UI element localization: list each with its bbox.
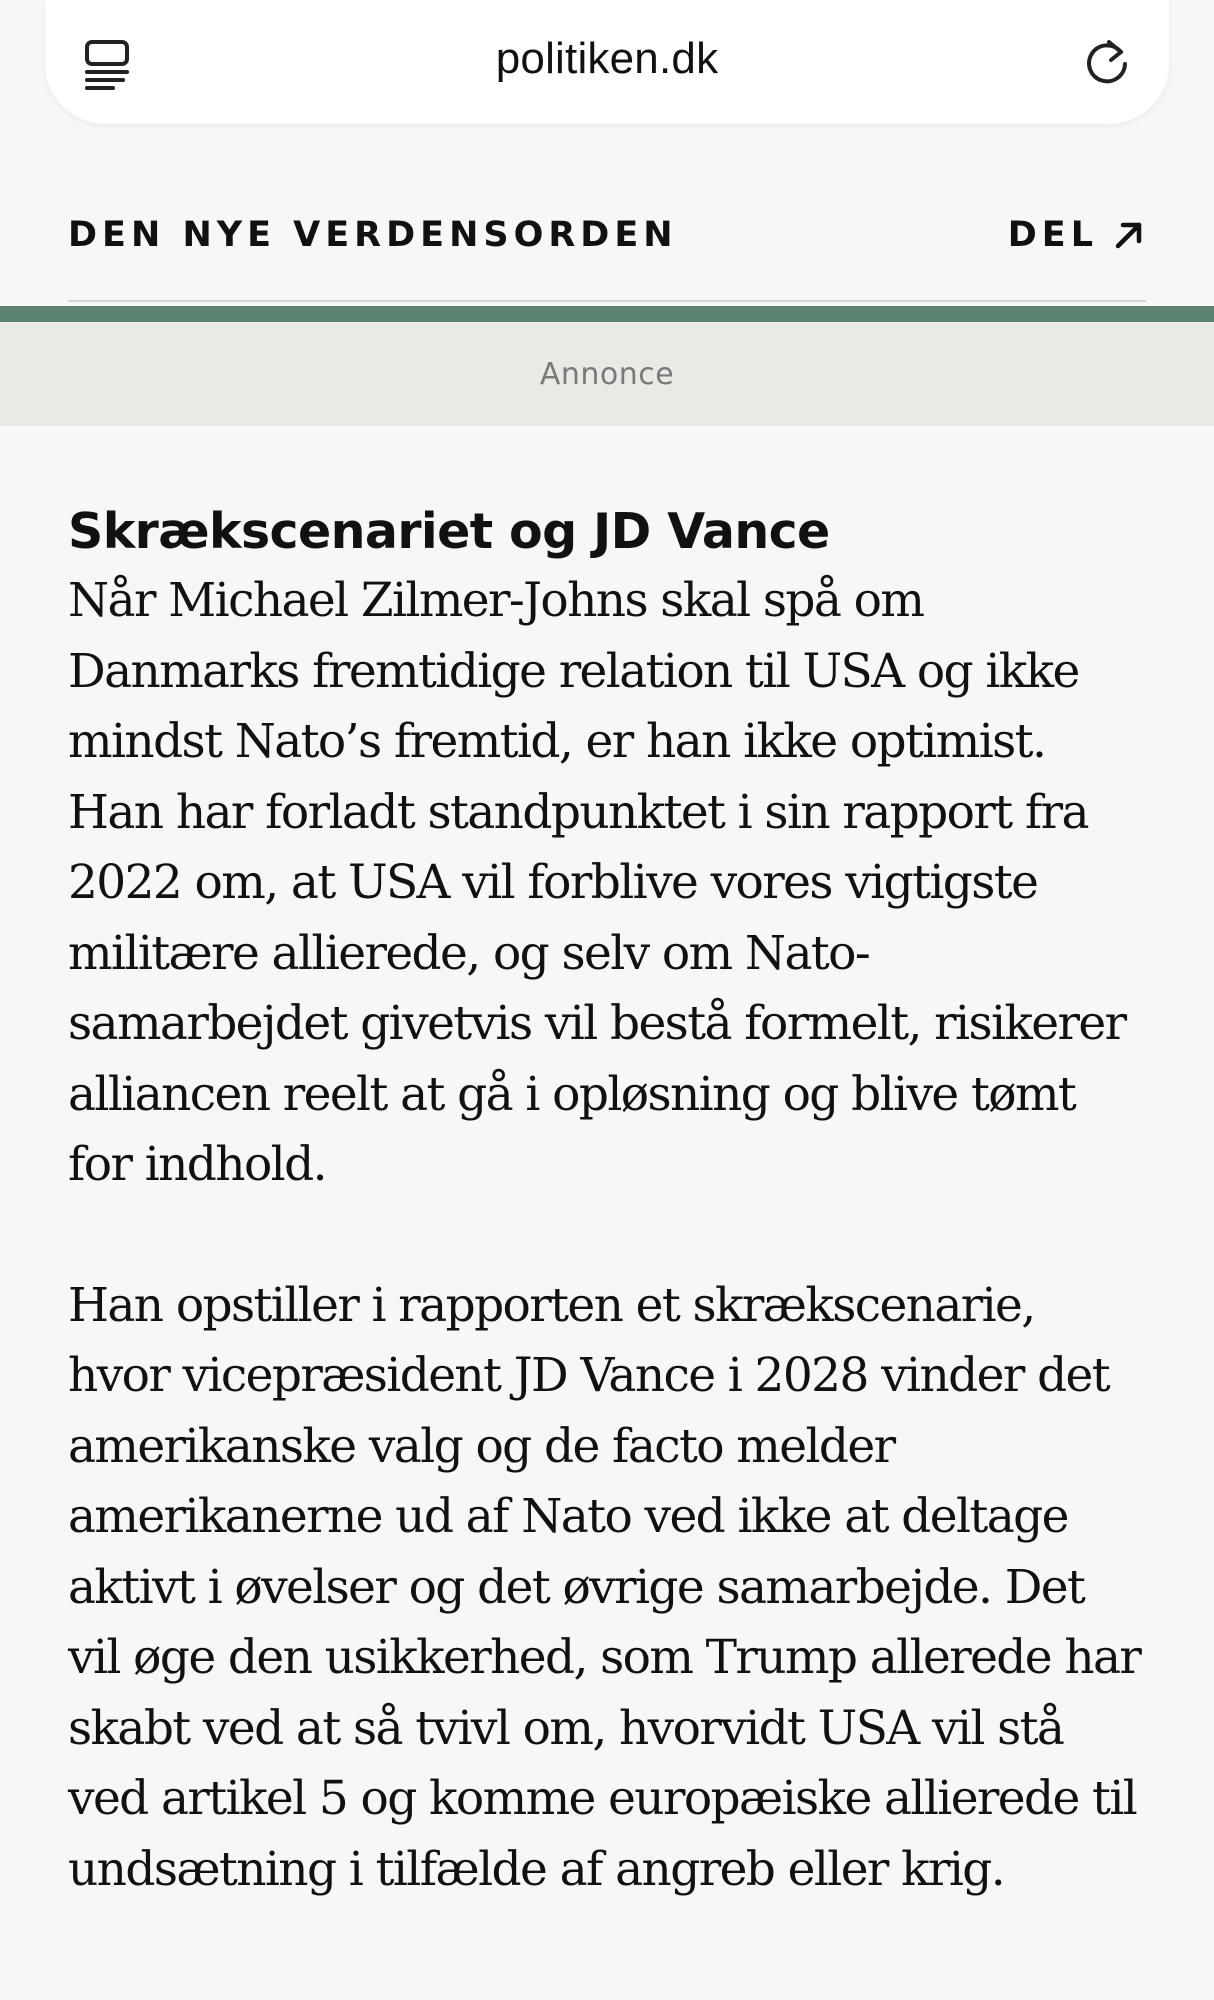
address-bar[interactable] <box>45 0 1169 124</box>
header-divider <box>68 300 1146 302</box>
reload-icon[interactable] <box>1081 36 1133 88</box>
arrow-up-right-icon <box>1112 218 1146 252</box>
url-text[interactable]: politiken.dk <box>495 34 719 83</box>
article-paragraph: Når Michael Zilmer-Johns skal spå om Danmarks fremtidige relation til USA og ikke mindst Nato’s fremtid, er han ikke optimist. Han har forladt standpunktet i sin rapport fra 2022 om, at USA vil forblive vores vigtigste militære allierede, og selv om Nato-samarbejdet givetvis vil bestå formelt, risikerer alliancen reelt at gå i opløsning og blive tømt for indhold. <box>68 573 1126 1192</box>
share-label: DEL <box>1007 215 1098 255</box>
article-body <box>68 498 1146 1905</box>
ad-label: Annonce <box>539 356 675 392</box>
share-button[interactable] <box>1008 215 1146 255</box>
section-title[interactable]: DEN NYE VERDENSORDEN <box>68 215 678 255</box>
ad-banner[interactable] <box>0 322 1214 426</box>
paragraph-spacer <box>68 1201 1146 1271</box>
section-header <box>68 200 1146 270</box>
section-accent-bar <box>0 306 1214 322</box>
article-paragraph: Han opstiller i rapporten et skrækscenarie, hvor vicepræsident JD Vance i 2028 vinder det amerikanske valg og de facto melder amerikanerne ud af Nato ved ikke at deltage aktivt i øvelser og det øvrige samarbejde. Det vil øge den usikkerhed, som Trump allerede har skabt ved at så tvivl om, hvorvidt USA vil stå ved artikel 5 og komme europæiske allierede til undsætning i tilfælde af angreb eller krig. <box>68 1277 1141 1897</box>
article-subheading: Skrækscenariet og JD Vance <box>68 503 830 560</box>
